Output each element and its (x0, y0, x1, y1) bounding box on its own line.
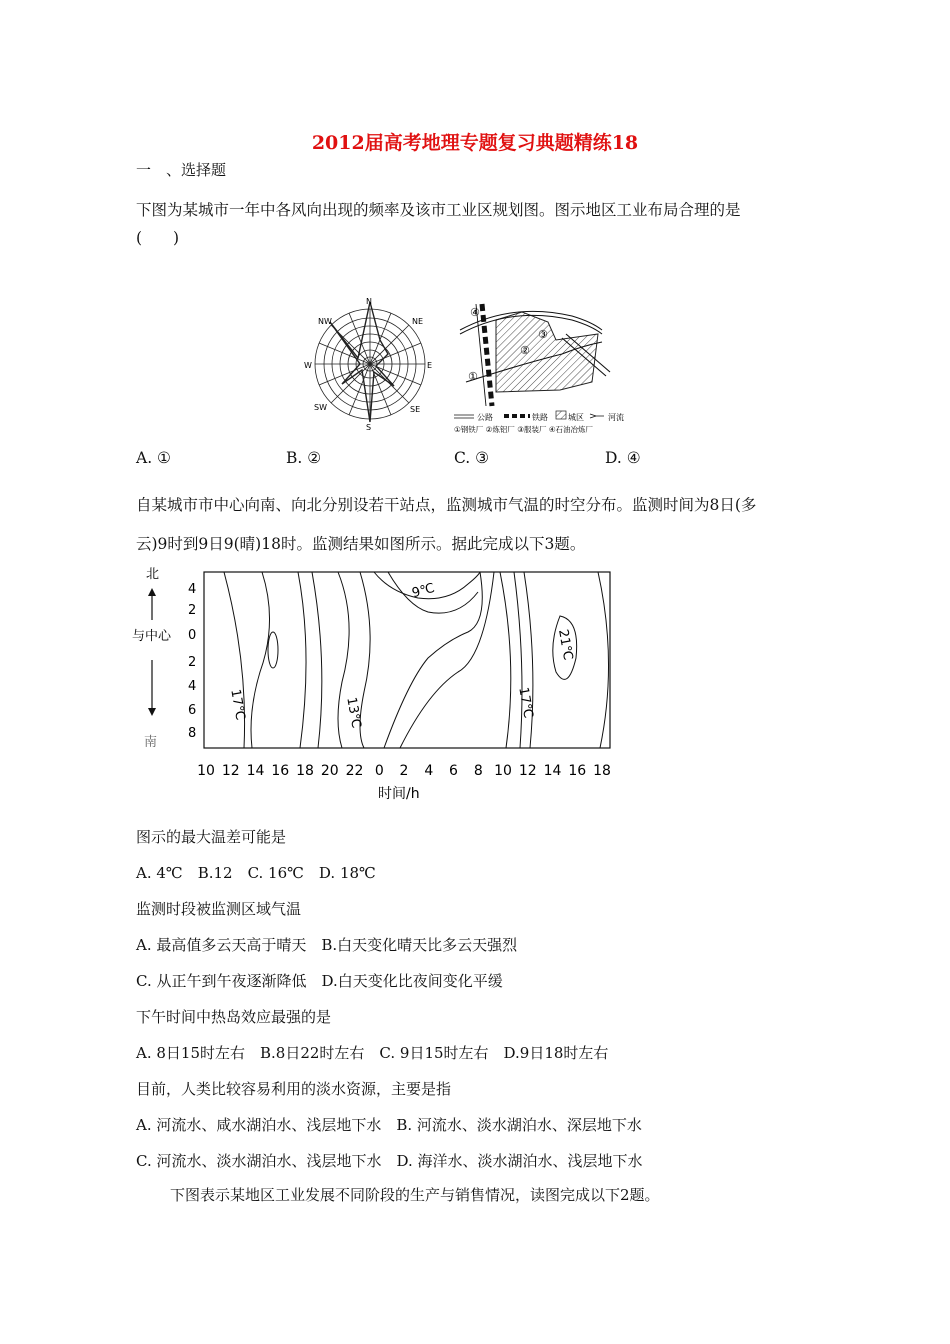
x-tick: 18 (296, 763, 314, 779)
x-axis-label: 时间/h (378, 786, 420, 802)
isotherm-label-21: 21℃ (555, 628, 576, 662)
x-tick: 4 (424, 763, 434, 779)
y-axis-north: 北 (146, 567, 160, 582)
q2-stem: 图示的最大温差可能是 (136, 828, 287, 846)
marker-4: ④ (470, 306, 480, 319)
compass-label-nw: NW (318, 317, 332, 326)
isotherm-label-9: 9℃ (410, 580, 437, 602)
passage2-line2: 云)9时到9日9(晴)18时。监测结果如图所示。据此完成以下3题。 (136, 535, 586, 553)
compass-label-e: E (427, 361, 433, 370)
y-axis-center: 与中心 (132, 629, 172, 644)
passage3-line1: 下图表示某地区工业发展不同阶段的生产与销售情况，读图完成以下2题。 (170, 1186, 660, 1204)
isotherm-chart (128, 562, 628, 812)
q3-stem: 监测时段被监测区域气温 (136, 900, 302, 918)
x-tick: 12 (221, 763, 240, 779)
x-tick: 20 (320, 763, 339, 779)
x-tick: 8 (473, 763, 483, 779)
y-tick: 6 (188, 703, 197, 718)
y-axis-south: 南 (144, 735, 158, 750)
y-tick: 2 (188, 603, 197, 618)
q3-options-ab[interactable]: A. 最高值多云天高于晴天 B.白天变化晴天比多云天强烈 (136, 936, 518, 954)
isotherm-label-17-right: 17℃ (515, 686, 536, 720)
q1-option-d[interactable]: D. ④ (605, 449, 641, 467)
document-title: 2012届高考地理专题复习典题精练18 (311, 132, 639, 154)
y-tick: 2 (188, 655, 197, 670)
x-tick: 10 (494, 763, 512, 779)
y-tick: 8 (188, 726, 197, 741)
x-tick: 6 (449, 763, 458, 779)
isotherm-label-17-left: 17℃ (227, 688, 248, 722)
wind-rose-figure (300, 294, 450, 434)
compass-label-sw: SW (314, 403, 327, 412)
q4-options[interactable]: A. 8日15时左右 B.8日22时左右 C. 9日15时左右 D.9日18时左右 (136, 1044, 609, 1062)
compass-label-n: N (366, 297, 372, 306)
legend-city: 城区 (568, 413, 584, 422)
x-tick: 14 (543, 763, 562, 779)
legend-factories: ①钢铁厂 ②炼铝厂 ③服装厂 ④石油冶炼厂 (454, 425, 594, 434)
marker-3: ③ (538, 328, 548, 341)
legend-railway: 铁路 (532, 413, 548, 422)
q4-stem: 下午时间中热岛效应最强的是 (136, 1008, 332, 1026)
compass-label-se: SE (410, 405, 421, 414)
x-tick: 12 (518, 763, 537, 779)
legend-highway: 公路 (477, 413, 493, 422)
compass-label-s: S (366, 423, 372, 432)
x-tick: 14 (246, 763, 265, 779)
q1-option-c[interactable]: C. ③ (454, 449, 490, 467)
q1-stem-line2: ( ) (136, 229, 180, 247)
compass-label-ne: NE (412, 317, 424, 326)
isotherm-label-13: 13℃ (343, 696, 364, 730)
y-tick: 4 (188, 582, 197, 597)
q5-options-ab[interactable]: A. 河流水、咸水湖泊水、浅层地下水 B. 河流水、淡水湖泊水、深层地下水 (136, 1116, 642, 1134)
x-tick: 10 (197, 763, 215, 779)
legend-river: 河流 (608, 413, 624, 422)
x-tick: 0 (374, 763, 384, 779)
compass-label-w: W (304, 361, 312, 370)
x-tick: 16 (568, 763, 587, 779)
q2-options[interactable]: A. 4℃ B.12 C. 16℃ D. 18℃ (136, 864, 376, 882)
x-tick: 18 (593, 763, 611, 779)
marker-2: ② (520, 344, 530, 357)
q3-options-cd[interactable]: C. 从正午到午夜逐渐降低 D.白天变化比夜间变化平缓 (136, 972, 503, 990)
q1-stem-line1: 下图为某城市一年中各风向出现的频率及该市工业区规划图。图示地区工业布局合理的是 (136, 201, 741, 219)
q5-stem: 目前，人类比较容易利用的淡水资源，主要是指 (136, 1080, 452, 1098)
y-tick: 0 (188, 628, 197, 643)
industrial-map-figure (452, 294, 642, 436)
section-heading: 一 、选择题 (136, 161, 227, 179)
passage2-line1: 自某城市市中心向南、向北分别设若干站点，监测城市气温的时空分布。监测时间为8日(多 (136, 496, 757, 514)
marker-1: ① (468, 370, 478, 383)
y-tick: 4 (188, 679, 197, 694)
q5-options-cd[interactable]: C. 河流水、淡水湖泊水、浅层地下水 D. 海洋水、淡水湖泊水、浅层地下水 (136, 1152, 643, 1170)
x-tick: 2 (399, 763, 409, 779)
x-tick: 22 (345, 763, 364, 779)
q1-option-a[interactable]: A. ① (136, 449, 171, 467)
q1-option-b[interactable]: B. ② (286, 449, 322, 467)
x-tick: 16 (271, 763, 290, 779)
